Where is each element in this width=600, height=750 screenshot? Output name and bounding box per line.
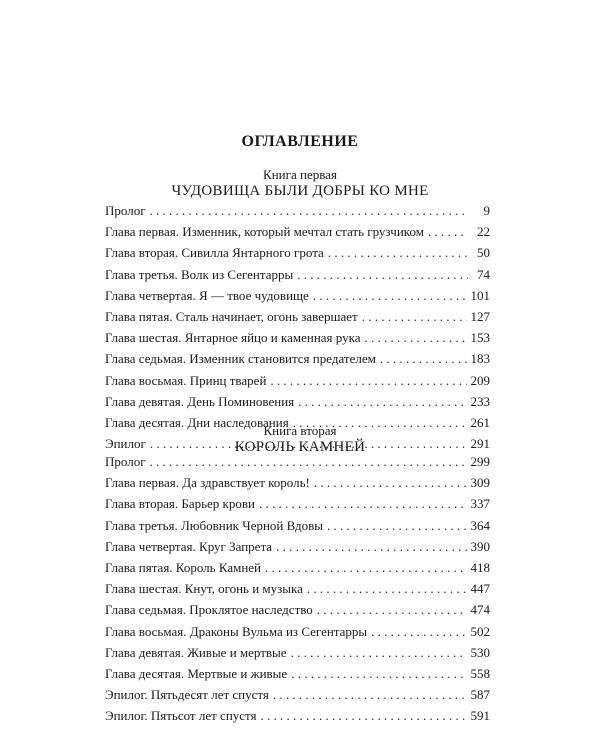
toc-entry[interactable] (105, 578, 490, 599)
entry-page-number: 390 (467, 536, 491, 557)
entry-page-number: 309 (467, 472, 491, 493)
toc-title: ОГЛАВЛЕНИЕ (241, 133, 359, 150)
dot-leader (365, 327, 467, 348)
entry-title: Глава вторая. Барьер крови (105, 493, 259, 514)
toc-entry[interactable] (105, 684, 490, 705)
dot-leader (362, 306, 467, 327)
entry-title: Эпилог. Пятьдесят лет спустя (105, 684, 273, 705)
toc-entry[interactable] (105, 515, 490, 536)
toc-entry[interactable] (105, 264, 490, 285)
toc-entry[interactable] (105, 705, 490, 726)
book-label: Книга первая (263, 167, 337, 182)
dot-leader (291, 642, 467, 663)
dot-leader (317, 599, 467, 620)
dot-leader (328, 242, 468, 263)
entry-page-number: 591 (467, 705, 491, 726)
dot-leader (276, 536, 466, 557)
dot-leader (259, 493, 467, 514)
book-title: ЧУДОВИЩА БЫЛИ ДОБРЫ КО МНЕ (171, 183, 429, 199)
entry-title: Глава шестая. Янтарное яйцо и каменная рука (105, 327, 365, 348)
toc-entry[interactable] (105, 391, 490, 412)
dot-leader (265, 557, 466, 578)
dot-leader (380, 348, 467, 369)
entry-title: Пролог (105, 451, 150, 472)
entry-title: Эпилог (105, 433, 150, 454)
entry-title: Глава седьмая. Проклятое наследство (105, 599, 317, 620)
entry-title: Глава десятая. Мертвые и живые (105, 663, 291, 684)
toc-entry[interactable] (105, 557, 490, 578)
dot-leader (273, 684, 467, 705)
entry-page-number: 153 (467, 327, 491, 348)
entry-page-number: 502 (467, 621, 491, 642)
entry-page-number: 530 (467, 642, 491, 663)
entry-title: Глава пятая. Сталь начинает, огонь завершает (105, 306, 362, 327)
dot-leader (298, 391, 466, 412)
entry-title: Глава первая. Изменник, который мечтал стать грузчиком (105, 221, 428, 242)
dot-leader (313, 285, 467, 306)
toc-entry[interactable] (105, 493, 490, 514)
entry-page-number: 474 (467, 599, 491, 620)
toc-entry[interactable] (105, 536, 490, 557)
entry-page-number: 418 (467, 557, 491, 578)
entry-title: Глава восьмая. Драконы Вульма из Сегентарры (105, 621, 371, 642)
dot-leader (314, 472, 467, 493)
entry-page-number: 447 (467, 578, 491, 599)
toc-entry[interactable] (105, 200, 490, 221)
toc-entry[interactable] (105, 306, 490, 327)
entry-title: Глава седьмая. Изменник становится предателем (105, 348, 380, 369)
book-2-entries (105, 451, 490, 726)
entry-page-number: 22 (468, 221, 490, 242)
entry-page-number: 291 (467, 433, 491, 454)
entry-title: Глава девятая. Живые и мертвые (105, 642, 291, 663)
entry-page-number: 261 (467, 412, 491, 433)
entry-page-number: 101 (467, 285, 491, 306)
toc-entry[interactable] (105, 451, 490, 472)
dot-leader (150, 200, 468, 221)
entry-title: Глава восьмая. Принц тварей (105, 370, 270, 391)
entry-title: Глава девятая. День Поминовения (105, 391, 298, 412)
toc-entry[interactable] (105, 221, 490, 242)
entry-title: Глава десятая. Дни наследования (105, 412, 293, 433)
book-title: КОРОЛЬ КАМНЕЙ (234, 439, 366, 455)
entry-page-number: 9 (468, 200, 490, 221)
dot-leader (291, 663, 466, 684)
dot-leader (428, 221, 468, 242)
entry-title: Глава вторая. Сивилла Янтарного грота (105, 242, 328, 263)
book-1-header (0, 168, 600, 200)
entry-page-number: 299 (467, 451, 491, 472)
entry-title: Глава четвертая. Я — твое чудовище (105, 285, 313, 306)
entry-title: Глава шестая. Кнут, огонь и музыка (105, 578, 307, 599)
dot-leader (150, 451, 467, 472)
entry-page-number: 364 (467, 515, 491, 536)
entry-title: Глава пятая. Король Камней (105, 557, 265, 578)
dot-leader (307, 578, 467, 599)
book-label: Книга вторая (263, 423, 337, 438)
book-1-entries (105, 200, 490, 454)
toc-entry[interactable] (105, 242, 490, 263)
entry-title: Пролог (105, 200, 150, 221)
toc-entry[interactable] (105, 370, 490, 391)
toc-entry[interactable] (105, 472, 490, 493)
toc-entry[interactable] (105, 348, 490, 369)
toc-entry[interactable] (105, 642, 490, 663)
entry-page-number: 209 (467, 370, 491, 391)
toc-entry[interactable] (105, 327, 490, 348)
entry-page-number: 50 (468, 242, 490, 263)
entry-page-number: 183 (467, 348, 491, 369)
entry-title: Глава третья. Любовник Черной Вдовы (105, 515, 327, 536)
dot-leader (261, 705, 467, 726)
dot-leader (297, 264, 468, 285)
entry-title: Глава третья. Волк из Сегентарры (105, 264, 297, 285)
dot-leader (327, 515, 467, 536)
toc-entry[interactable] (105, 663, 490, 684)
entry-title: Эпилог. Пятьсот лет спустя (105, 705, 261, 726)
entry-title: Глава четвертая. Круг Запрета (105, 536, 276, 557)
toc-entry[interactable] (105, 285, 490, 306)
dot-leader (371, 621, 466, 642)
toc-entry[interactable] (105, 599, 490, 620)
entry-page-number: 337 (467, 493, 491, 514)
entry-title: Глава первая. Да здравствует король! (105, 472, 314, 493)
toc-entry[interactable] (105, 621, 490, 642)
dot-leader (270, 370, 466, 391)
entry-page-number: 587 (467, 684, 491, 705)
entry-page-number: 558 (467, 663, 491, 684)
entry-page-number: 74 (468, 264, 490, 285)
entry-page-number: 127 (467, 306, 491, 327)
entry-page-number: 233 (467, 391, 491, 412)
